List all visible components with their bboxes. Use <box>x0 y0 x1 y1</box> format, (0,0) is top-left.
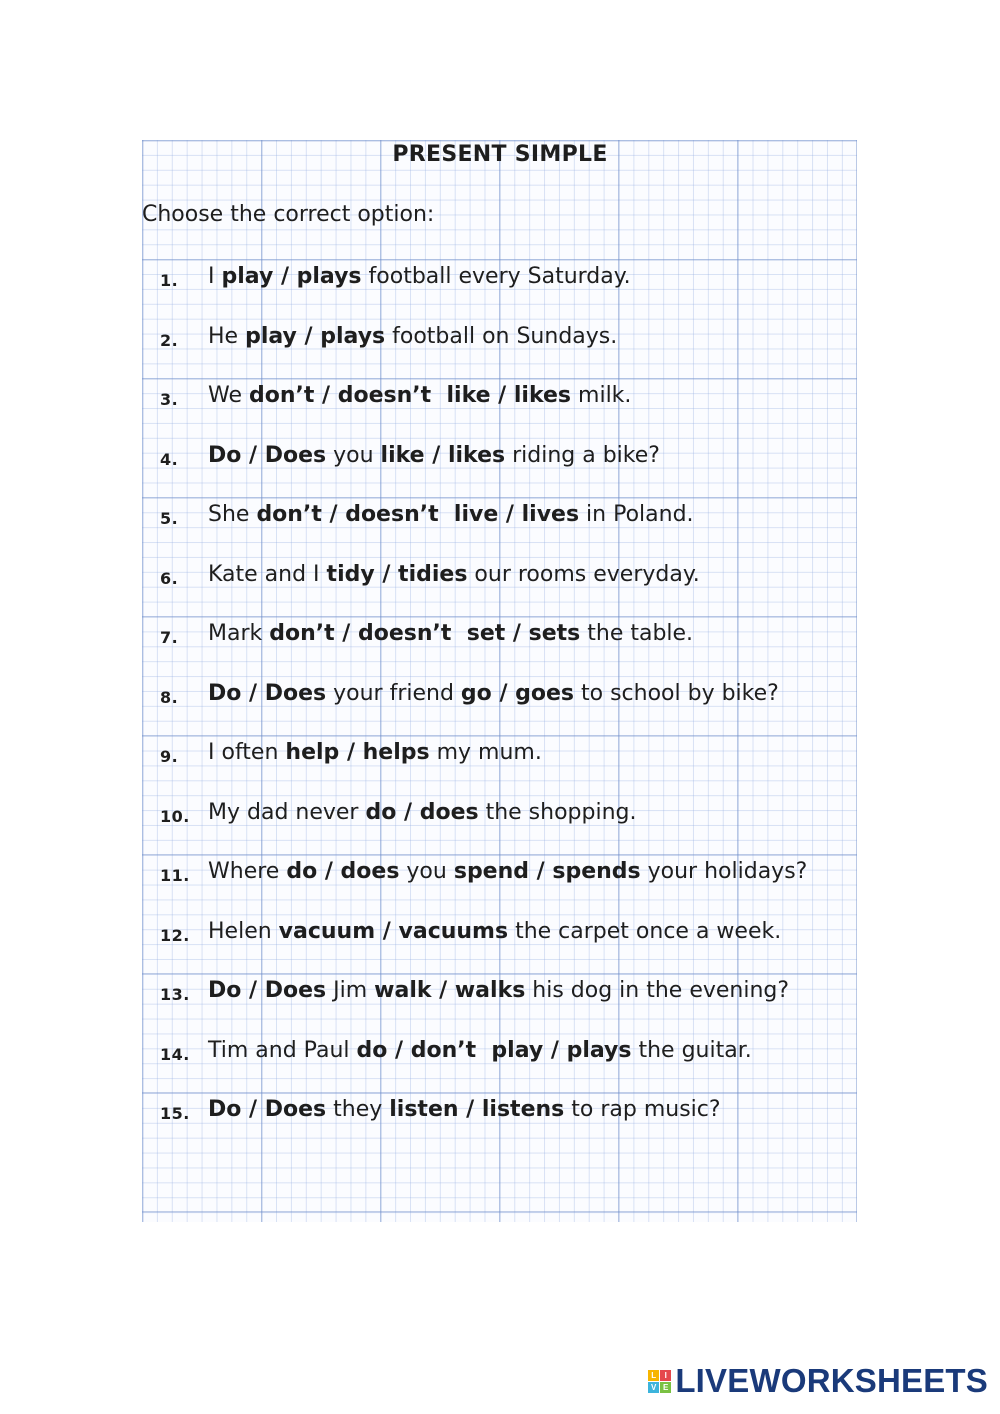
sentence-text: your friend <box>326 680 461 706</box>
logo-mark-square: L <box>648 1370 659 1381</box>
exercise-item <box>142 322 902 382</box>
sentence-text: football every Saturday. <box>361 264 631 289</box>
exercise-item <box>142 381 902 441</box>
sentence-text: the shopping. <box>478 799 637 825</box>
exercise-item <box>142 441 902 501</box>
exercise-item <box>142 262 902 322</box>
exercise-item <box>142 1095 902 1155</box>
sentence-text: you <box>326 442 381 468</box>
exercise-sentence <box>208 679 779 709</box>
sentence-text: We <box>208 383 249 408</box>
exercise-item <box>142 500 902 560</box>
sentence-text: you <box>399 859 454 884</box>
sentence-text: the table. <box>580 621 694 646</box>
logo-text: LIVEWORKSHEETS <box>675 1362 988 1399</box>
sentence-text: in Poland. <box>579 502 694 527</box>
sentence-text: our rooms everyday. <box>467 561 700 587</box>
logo-mark-icon <box>648 1370 671 1393</box>
exercise-item <box>142 679 902 739</box>
logo-mark-square: I <box>660 1370 671 1381</box>
sentence-text: his dog in the evening? <box>525 978 790 1003</box>
exercise-number: 1. <box>160 271 179 290</box>
exercise-number: 11. <box>160 866 190 885</box>
sentence-text: Helen <box>208 918 279 944</box>
answer-options[interactable]: like / likes <box>380 442 506 468</box>
exercise-sentence <box>208 1036 752 1066</box>
answer-options[interactable]: don’t / doesn’t live / lives <box>256 502 580 527</box>
sentence-text: to rap music? <box>564 1097 721 1122</box>
exercise-sentence <box>208 976 789 1006</box>
answer-options[interactable]: vacuum / vacuums <box>278 918 509 944</box>
exercise-sentence <box>208 262 631 292</box>
sentence-text: I often <box>208 740 286 765</box>
answer-options[interactable]: Do / Does <box>208 680 327 706</box>
exercise-sentence <box>208 560 700 590</box>
exercise-sentence <box>208 738 542 768</box>
liveworksheets-logo <box>648 1362 988 1400</box>
answer-options[interactable]: Do / Does <box>208 442 327 468</box>
answer-options[interactable]: play / plays <box>245 323 386 349</box>
answer-options[interactable]: do / does <box>286 859 400 884</box>
sentence-text: Tim and Paul <box>208 1037 357 1063</box>
answer-options[interactable]: Do / Does <box>208 978 327 1003</box>
exercise-number: 12. <box>160 925 190 945</box>
logo-mark-square: V <box>648 1382 659 1393</box>
answer-options[interactable]: play / plays <box>221 264 362 289</box>
exercise-number: 13. <box>160 985 190 1004</box>
sentence-text: my mum. <box>429 740 542 765</box>
exercise-number: 6. <box>160 568 179 588</box>
exercise-list <box>142 262 902 1155</box>
exercise-sentence <box>208 322 617 352</box>
exercise-item <box>142 917 902 977</box>
exercise-item <box>142 976 902 1036</box>
exercise-number: 3. <box>160 390 179 409</box>
exercise-number: 4. <box>160 449 179 469</box>
sentence-text: your holidays? <box>640 859 808 884</box>
sentence-text: My dad never <box>208 799 366 825</box>
exercise-sentence <box>208 1095 721 1125</box>
exercise-sentence <box>208 381 631 411</box>
answer-options[interactable]: don’t / doesn’t set / sets <box>269 621 581 646</box>
instruction-text: Choose the correct option: <box>142 202 435 227</box>
sentence-text: Kate and I <box>208 561 327 587</box>
sentence-text: Where <box>208 859 287 884</box>
sentence-text: riding a bike? <box>505 442 660 468</box>
exercise-item <box>142 798 902 858</box>
answer-options[interactable]: go / goes <box>460 680 575 706</box>
exercise-sentence <box>208 857 807 887</box>
answer-options[interactable]: tidy / tidies <box>326 561 468 587</box>
exercise-number: 15. <box>160 1104 190 1123</box>
sentence-text: football on Sundays. <box>385 323 618 349</box>
sentence-text: milk. <box>571 383 632 408</box>
exercise-sentence <box>208 441 660 471</box>
sentence-text: to school by bike? <box>574 680 779 706</box>
logo-mark-square: E <box>660 1382 671 1393</box>
exercise-item <box>142 738 902 798</box>
exercise-sentence <box>208 500 694 530</box>
exercise-item <box>142 560 902 620</box>
exercise-number: 9. <box>160 747 179 766</box>
answer-options[interactable]: walk / walks <box>374 978 526 1003</box>
sentence-text: Mark <box>208 621 270 646</box>
exercise-number: 2. <box>160 330 179 350</box>
exercise-item <box>142 619 902 679</box>
answer-options[interactable]: do / don’t play / plays <box>356 1037 632 1063</box>
sentence-text: She <box>208 502 257 527</box>
sentence-text: Jim <box>326 978 375 1003</box>
exercise-number: 10. <box>160 806 190 826</box>
exercise-number: 5. <box>160 509 179 528</box>
exercise-item <box>142 1036 902 1096</box>
exercise-number: 8. <box>160 687 179 707</box>
exercise-number: 14. <box>160 1044 190 1064</box>
sentence-text: the guitar. <box>631 1037 752 1063</box>
exercise-sentence <box>208 798 636 828</box>
sentence-text: they <box>326 1097 390 1122</box>
sentence-text: He <box>208 323 246 349</box>
exercise-sentence <box>208 917 781 947</box>
answer-options[interactable]: don’t / doesn’t like / likes <box>249 383 572 408</box>
answer-options[interactable]: spend / spends <box>453 859 641 884</box>
answer-options[interactable]: help / helps <box>285 740 430 765</box>
answer-options[interactable]: listen / listens <box>389 1097 565 1122</box>
answer-options[interactable]: Do / Does <box>208 1097 327 1122</box>
sentence-text: the carpet once a week. <box>508 918 782 944</box>
sentence-text: I <box>208 264 222 289</box>
exercise-number: 7. <box>160 628 179 647</box>
worksheet-title: PRESENT SIMPLE <box>392 142 608 167</box>
exercise-sentence <box>208 619 693 649</box>
exercise-item <box>142 857 902 917</box>
answer-options[interactable]: do / does <box>365 799 479 825</box>
